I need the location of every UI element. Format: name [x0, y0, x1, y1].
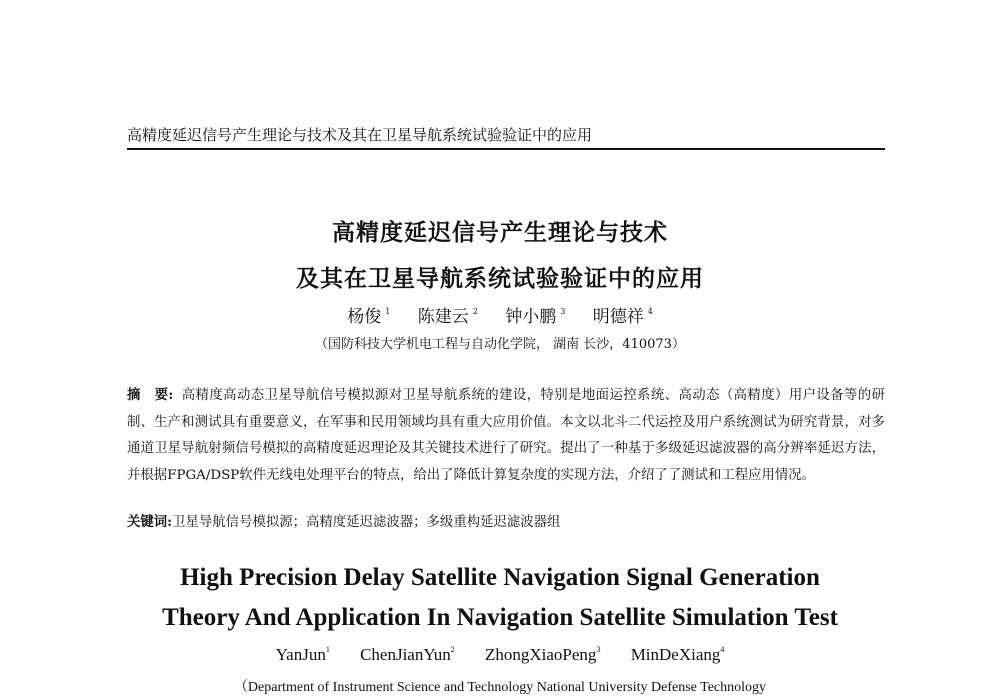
- author-affiliation-mark: 4: [647, 307, 653, 316]
- author-name: 陈建云: [417, 307, 469, 327]
- english-author: [631, 645, 725, 664]
- english-title-line-2: Theory And Application In Navigation Satellite Simulation Test: [162, 604, 838, 631]
- author-affiliation-mark: 2: [450, 645, 455, 654]
- author-name: ChenJianYun: [360, 645, 451, 664]
- english-title-line-1: High Precision Delay Satellite Navigation Signal Generation: [180, 564, 820, 591]
- abstract: [127, 382, 885, 489]
- abstract-text: 高精度高动态卫星导航信号模拟源对卫星导航系统的建设，特别是地面运控系统、高动态（高精度）用户设备等的研制、生产和测试具有重要意义，在军事和民用领域均具有重大应用价值。本文以北斗二代运控及用户系统测试为研究背景，对多通道卫星导航射频信号模拟的高精度延迟理论及其关键技术进行了研究。提出了一种基于多级延迟滤波器的高分辨率延迟方法，并根据FPGA/DSP软件无线电处理平台的特点，给出了降低计算复杂度的实现方法，介绍了了测试和工程应用情况。: [127, 388, 885, 483]
- author-name: YanJun: [275, 645, 326, 664]
- running-header: 高精度延迟信号产生理论与技术及其在卫星导航系统试验验证中的应用: [127, 124, 885, 150]
- author-affiliation-mark: 1: [385, 307, 391, 316]
- author-name: 钟小鹏: [505, 307, 557, 327]
- author-name: ZhongXiaoPeng: [485, 645, 597, 664]
- author-affiliation-mark: 2: [472, 307, 478, 316]
- english-author: [485, 645, 600, 664]
- chinese-author: [593, 307, 653, 327]
- author-name: MinDeXiang: [630, 645, 721, 664]
- english-author: [276, 645, 330, 664]
- author-affiliation-mark: 3: [560, 307, 566, 316]
- author-affiliation-mark: 1: [325, 645, 330, 654]
- chinese-author-list: [0, 302, 1000, 327]
- author-name: 明德祥: [592, 307, 644, 327]
- chinese-affiliation: （国防科技大学机电工程与自动化学院， 湖南 长沙，410073）: [315, 337, 685, 352]
- english-affiliation: （Department of Instrument Science and Technology National University Defense Technology: [233, 680, 767, 695]
- keywords-label: 关键词:: [127, 514, 173, 530]
- keywords-text: 卫星导航信号模拟源；高精度延迟滤波器；多级重构延迟滤波器组: [172, 515, 561, 530]
- english-author: [360, 645, 455, 664]
- chinese-title-line-2: 及其在卫星导航系统试验验证中的应用: [296, 266, 704, 292]
- author-name: 杨俊: [347, 307, 382, 327]
- author-affiliation-mark: 3: [596, 645, 601, 654]
- chinese-author: [418, 307, 478, 327]
- english-author-list: [0, 645, 1000, 665]
- chinese-author: [347, 307, 390, 327]
- author-affiliation-mark: 4: [720, 645, 725, 654]
- keywords: [127, 510, 885, 535]
- chinese-title-line-1: 高精度延迟信号产生理论与技术: [332, 220, 668, 246]
- chinese-author: [505, 307, 565, 327]
- abstract-label: 摘 要:: [127, 387, 174, 403]
